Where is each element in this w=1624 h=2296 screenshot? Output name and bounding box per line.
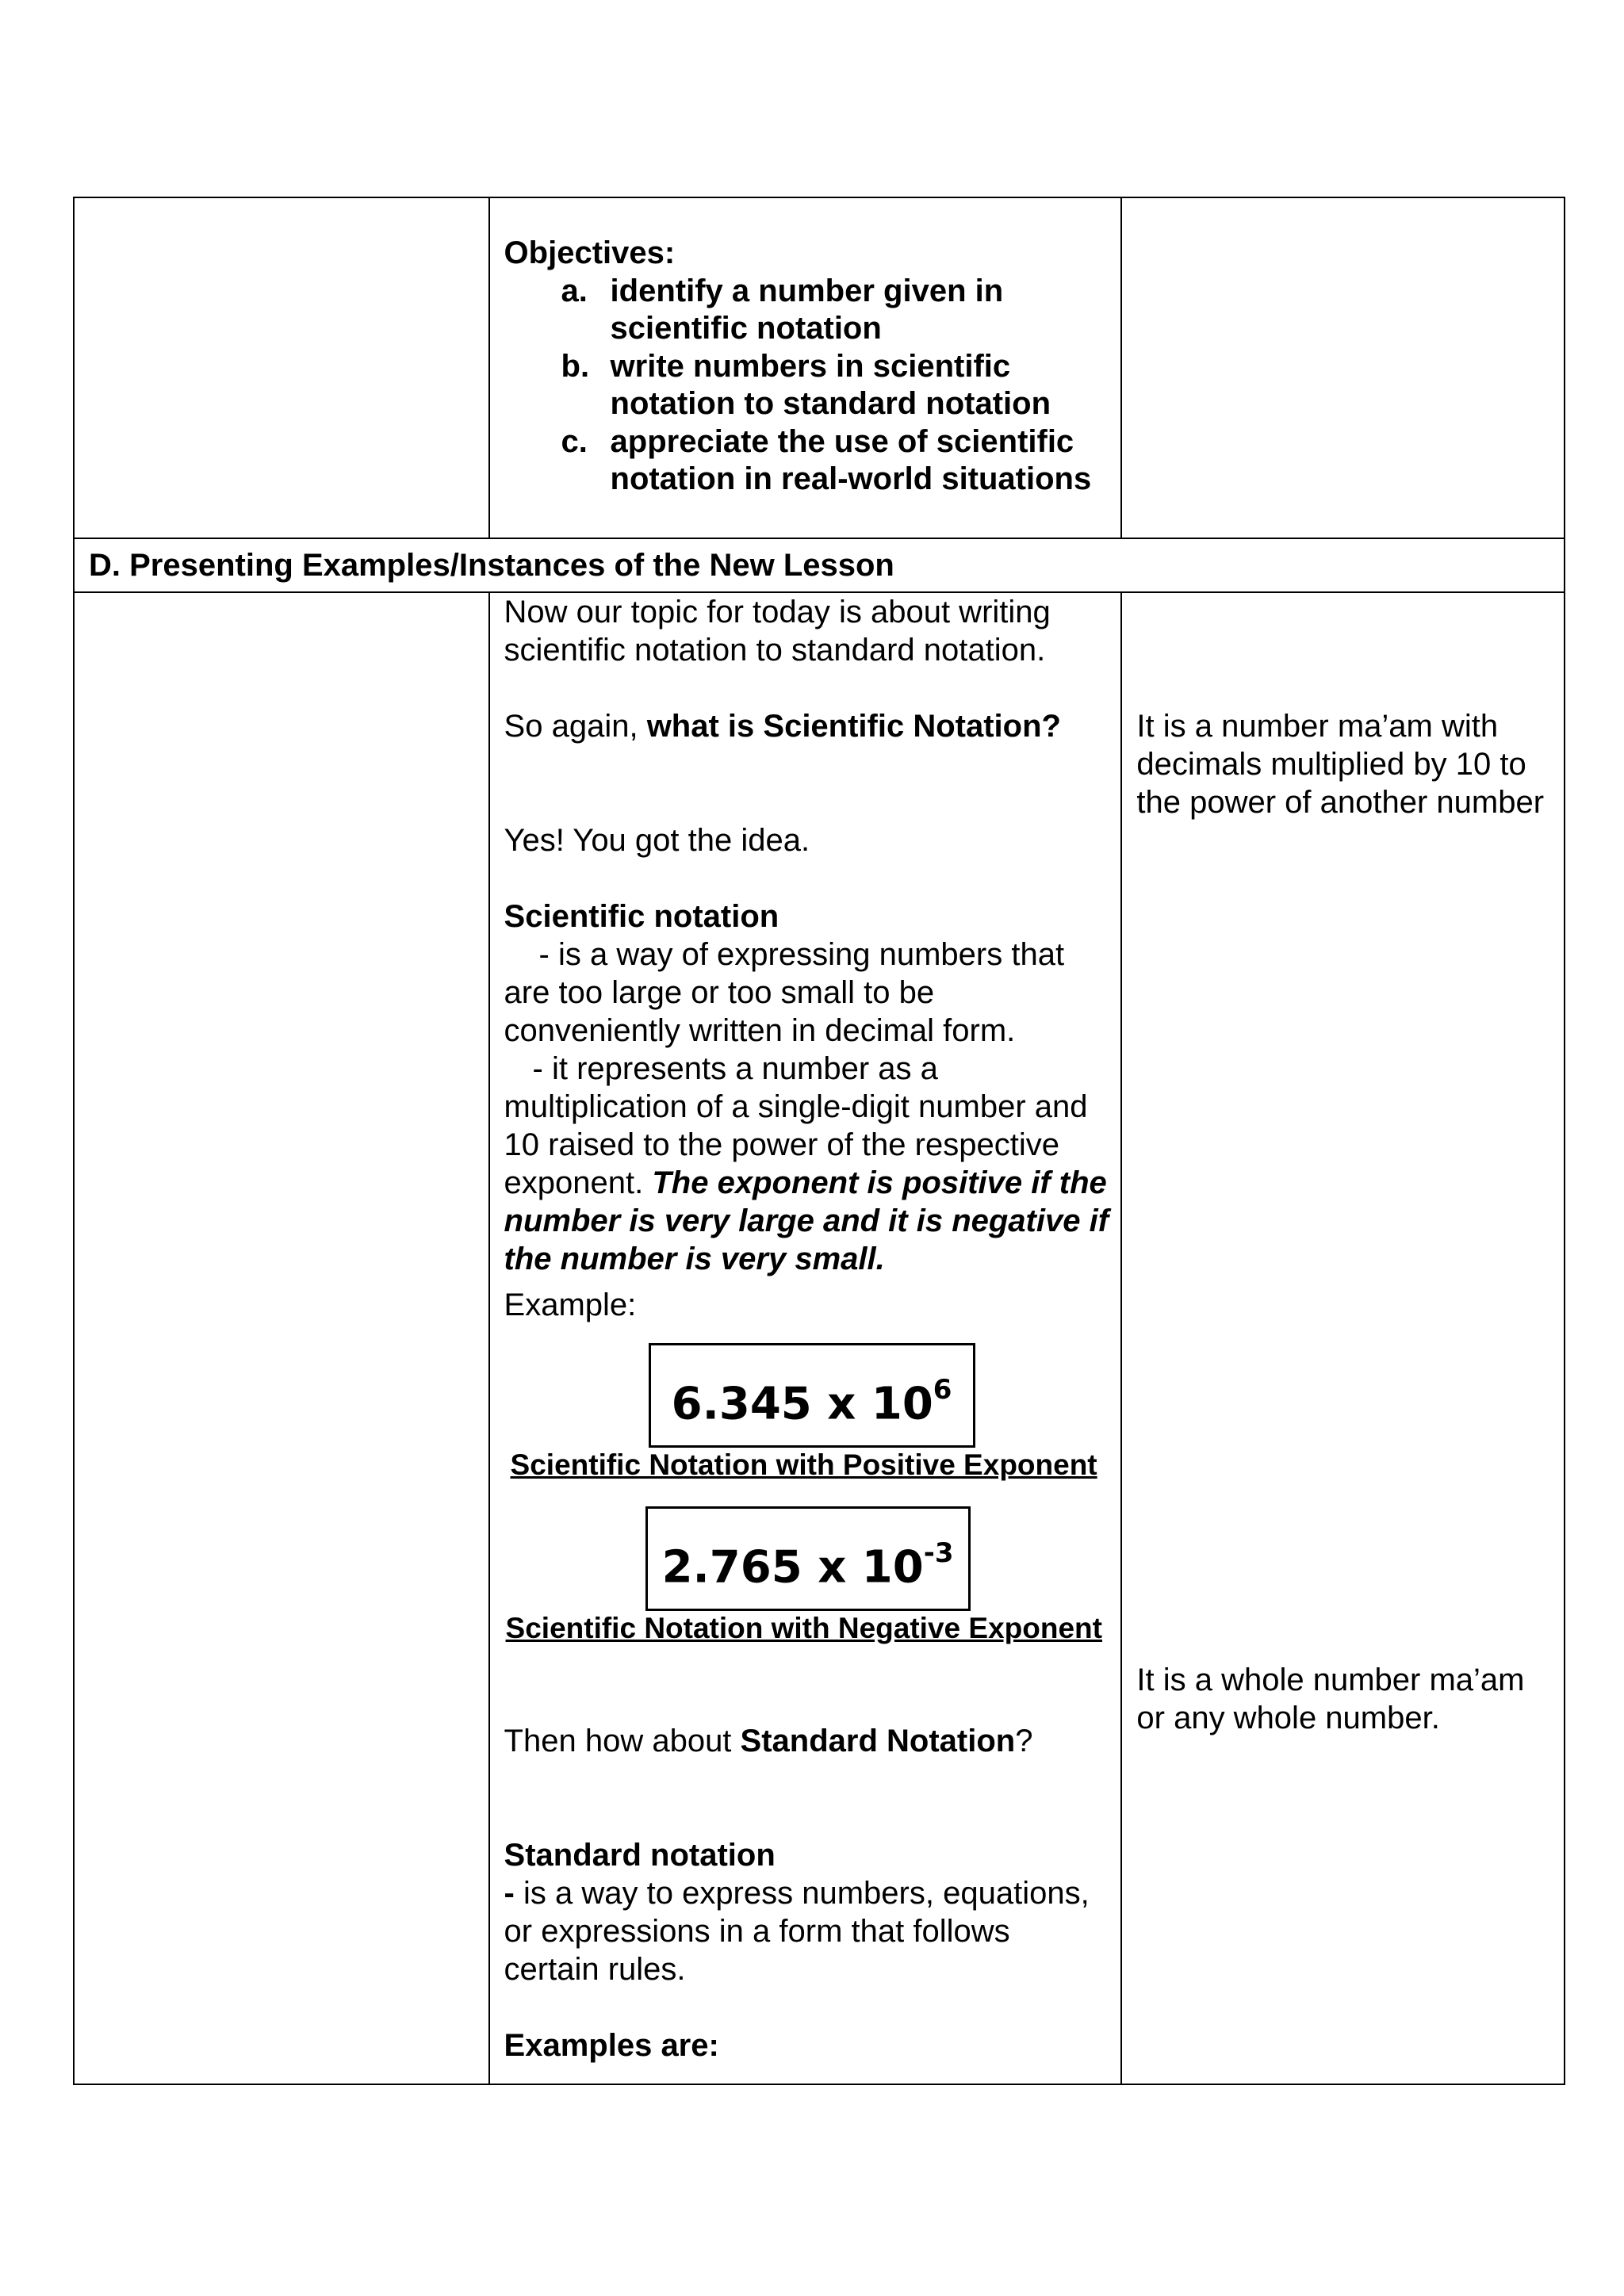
lesson-plan-table [73, 197, 1565, 2085]
example-box-positive [649, 1343, 975, 1448]
standard-definition-text: is a way to express numbers, equations, or expressions in a form that follows certain rules. [504, 1876, 1090, 1987]
examples-are-label: Examples are: [504, 2028, 719, 2063]
objective-letter: a. [561, 273, 588, 308]
caption-negative-exponent: Scientific Notation with Negative Exponent [505, 1612, 1102, 1644]
standard-definition [504, 1874, 1110, 1988]
def1-text: - is a way of expressing numbers that are too large or too small to be conveniently written in decimal form. [504, 937, 1065, 1048]
example-base: 6.345 x 10 [671, 1378, 933, 1430]
scientific-definition-2 [504, 1050, 1110, 1278]
section-row [74, 538, 1565, 592]
right-empty-cell [1121, 197, 1565, 538]
content-row [74, 592, 1565, 2084]
student-answer-1: It is a number ma’am with decimals multiplied by 10 to the power of another number [1136, 709, 1545, 820]
objective-line: identify a number given in [610, 273, 1004, 308]
left-empty-cell [74, 592, 489, 2084]
question-bold: what is Scientific Notation? [646, 709, 1061, 744]
def2-emphasis: The exponent is positive if the number is very large and it is negative if the number is very small. [504, 1165, 1109, 1276]
student-answer-2: It is a whole number ma’am or any whole number. [1136, 1663, 1525, 1735]
scientific-definition-1 [504, 936, 1110, 1050]
teacher-activity-cell [489, 592, 1122, 2084]
definition-dash: - [504, 1876, 515, 1911]
section-title: D. Presenting Examples/Instances of the New Lesson [89, 548, 894, 583]
example-base: 2.765 x 10 [661, 1541, 924, 1594]
objective-line: appreciate the use of scientific [610, 423, 1074, 459]
standard-notation-heading: Standard notation [504, 1838, 776, 1873]
question-prefix: Then how about [504, 1724, 741, 1758]
objective-item [504, 348, 1110, 423]
objectives-heading: Objectives: [504, 235, 676, 270]
question-prefix: So again, [504, 709, 647, 744]
affirm-text: Yes! You got the idea. [504, 823, 810, 858]
objectives-row [74, 197, 1565, 538]
objective-item [504, 423, 1110, 499]
objective-line: notation in real-world situations [610, 461, 1092, 496]
objectives-list [504, 273, 1110, 499]
left-empty-cell [74, 197, 489, 538]
question-scientific-notation [504, 707, 1110, 745]
scientific-notation-heading: Scientific notation [504, 899, 779, 934]
question-suffix: ? [1015, 1724, 1033, 1758]
intro-text: Now our topic for today is about writing scientific notation to standard notation. [504, 595, 1051, 668]
example-exponent: 6 [933, 1374, 952, 1406]
example-exponent: -3 [923, 1537, 954, 1569]
objective-line: write numbers in scientific [610, 348, 1011, 384]
objective-letter: c. [561, 423, 588, 459]
caption-positive-exponent: Scientific Notation with Positive Exponent [510, 1448, 1097, 1481]
example-box-negative [645, 1506, 971, 1611]
question-bold: Standard Notation [740, 1724, 1016, 1758]
question-standard-notation [504, 1722, 1110, 1760]
section-header-cell [74, 538, 1565, 592]
objectives-cell [489, 197, 1122, 538]
objective-line: notation to standard notation [610, 386, 1051, 421]
objective-line: scientific notation [610, 311, 882, 346]
objective-letter: b. [561, 348, 590, 384]
def2-text: - it represents a number as a multiplication of a single-digit number and 10 raised to the power of the respective exponent. [504, 1051, 1088, 1200]
objective-item [504, 273, 1110, 348]
student-activity-cell [1121, 592, 1565, 2084]
example-label: Example: [504, 1288, 637, 1322]
